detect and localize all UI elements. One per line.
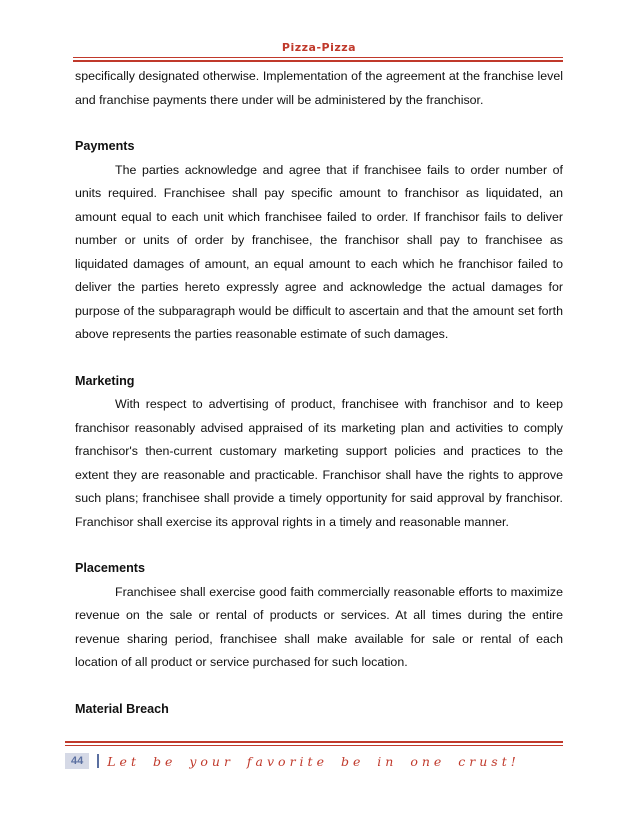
- intro-paragraph: specifically designated otherwise. Implementation of the agreement at the franchise level and franchise payments there under will be administered by the franchisor.: [75, 69, 563, 107]
- page-number: 44: [65, 753, 89, 769]
- footer-rule-thin: [65, 745, 563, 746]
- header-rule-thick: [73, 60, 563, 62]
- document-body: [75, 65, 563, 721]
- section-paragraph-placements: Franchisee shall exercise good faith commercially reasonable efforts to maximize revenue on the sale or rental of products or services. At all times during the entire revenue sharing period, franchisee shall make available for sale or rental of each location of all product or service purchased for such location.: [75, 584, 563, 669]
- footer-separator: [97, 754, 99, 768]
- section-paragraph-payments: The parties acknowledge and agree that if franchisee fails to order number of units required. Franchisee shall pay specific amount to franchisor as liquidated, an amount equal to each unit which franchisee failed to order. If franchisor fails to deliver number or units of order by franchisee, the franchisor shall pay to franchisee as liquidated damages of amount, an equal amount to each which he franchisor failed to deliver the parties hereto expressly agree and acknowledge the actual damages for purpose of the subparagraph would be difficult to ascertain and that the amount set forth above represents the parties reasonable estimate of such damages.: [75, 162, 563, 341]
- footer-rule-thick: [65, 741, 563, 743]
- section-heading-payments: Payments: [75, 139, 135, 153]
- header-rule-thin: [73, 57, 563, 58]
- running-header-title: Pizza-Pizza: [281, 41, 357, 54]
- page-footer: [65, 750, 563, 772]
- section-paragraph-marketing: With respect to advertising of product, franchisee with franchisor and to keep franchisor reasonably advised appraised of its marketing plan and activities to comply franchisor's then-current customary marketing support policies and practices to the extent they are reasonable and practicable. Franchisor shall have the rights to approve such plans; franchisee shall provide a timely opportunity for said approval by franchisor. Franchisor shall exercise its approval rights in a timely and reasonable manner.: [75, 397, 563, 529]
- section-heading-placements: Placements: [75, 561, 146, 575]
- section-heading-material-breach: Material Breach: [75, 701, 169, 716]
- section-heading-marketing: Marketing: [75, 373, 135, 388]
- footer-tagline: Let be your favorite be in one crust!: [107, 753, 520, 769]
